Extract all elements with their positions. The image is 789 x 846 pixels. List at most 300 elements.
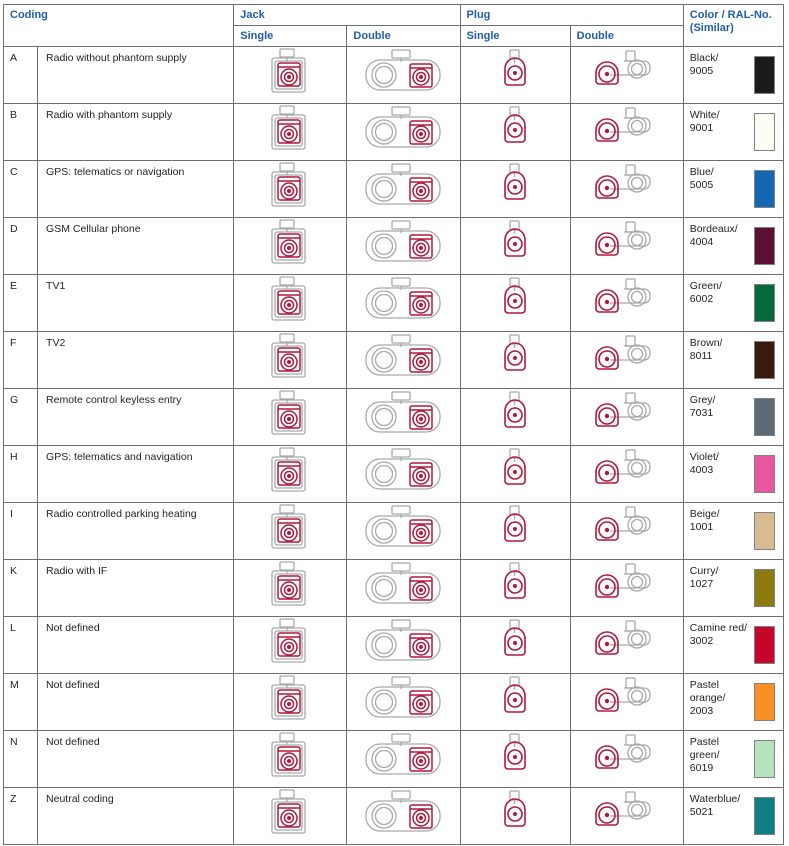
header-jack-single-label: Single xyxy=(240,29,274,42)
cell-code xyxy=(4,730,38,787)
cell-jack-single xyxy=(234,388,347,445)
header-jack-double xyxy=(347,25,460,46)
cell-color xyxy=(683,331,783,388)
color-name: White/ xyxy=(689,108,720,121)
ral-number: 2003 xyxy=(689,704,714,717)
cell-plug-double xyxy=(570,331,683,388)
cell-plug-single xyxy=(460,160,570,217)
header-jack-single xyxy=(234,25,347,46)
coding-letter: G xyxy=(10,393,19,406)
color-wrap xyxy=(684,332,783,388)
jack-single-icon xyxy=(267,389,313,439)
cell-code xyxy=(4,46,38,103)
cell-description xyxy=(38,217,234,274)
cell-color xyxy=(683,274,783,331)
color-swatch xyxy=(754,683,775,721)
cell-plug-double xyxy=(570,616,683,673)
swatch-holder xyxy=(749,161,783,217)
cell-plug-double xyxy=(570,274,683,331)
cell-code xyxy=(4,103,38,160)
jack-single-icon xyxy=(267,47,313,97)
cell-plug-single xyxy=(460,388,570,445)
cell-jack-single xyxy=(234,445,347,502)
cell-code xyxy=(4,787,38,844)
plug-double-icon xyxy=(590,560,664,610)
coding-description: Not defined xyxy=(46,621,100,634)
swatch-holder xyxy=(749,275,783,331)
color-label xyxy=(684,503,749,559)
cell-color xyxy=(683,103,783,160)
color-wrap xyxy=(684,218,783,274)
cell-plug-double xyxy=(570,103,683,160)
color-wrap xyxy=(684,674,783,730)
ral-number: 9005 xyxy=(689,64,714,77)
jack-double-icon xyxy=(362,617,444,667)
jack-single-icon xyxy=(267,161,313,211)
table-row xyxy=(4,217,784,274)
cell-jack-double xyxy=(347,787,460,844)
cell-jack-single xyxy=(234,673,347,730)
cell-plug-single xyxy=(460,331,570,388)
plug-double-icon xyxy=(590,503,664,553)
table-row xyxy=(4,46,784,103)
header-coding xyxy=(4,5,234,47)
color-name: Violet/ xyxy=(689,450,719,463)
coding-description: Radio with phantom supply xyxy=(46,108,173,121)
plug-single-icon xyxy=(498,104,532,154)
cell-jack-single xyxy=(234,160,347,217)
table-row xyxy=(4,730,784,787)
jack-double-icon xyxy=(362,560,444,610)
cell-description xyxy=(38,730,234,787)
table-row xyxy=(4,787,784,844)
cell-color xyxy=(683,559,783,616)
color-name: Pastel orange/ xyxy=(689,678,726,704)
color-name: Waterblue/ xyxy=(689,792,741,805)
plug-double-icon xyxy=(590,47,664,97)
plug-double-icon xyxy=(590,446,664,496)
cell-description xyxy=(38,559,234,616)
cell-jack-single xyxy=(234,787,347,844)
cell-plug-double xyxy=(570,787,683,844)
cell-code xyxy=(4,331,38,388)
header-jack-label: Jack xyxy=(240,9,265,21)
jack-double-icon xyxy=(362,389,444,439)
cell-plug-double xyxy=(570,388,683,445)
table-row xyxy=(4,103,784,160)
cell-plug-single xyxy=(460,502,570,559)
color-label xyxy=(684,674,749,730)
color-name: Blue/ xyxy=(689,165,714,178)
cell-color xyxy=(683,160,783,217)
cell-plug-double xyxy=(570,730,683,787)
color-wrap xyxy=(684,161,783,217)
cell-description xyxy=(38,787,234,844)
cell-code xyxy=(4,502,38,559)
cell-description xyxy=(38,46,234,103)
cell-code xyxy=(4,559,38,616)
header-plug xyxy=(460,5,683,26)
color-swatch xyxy=(754,227,775,265)
color-wrap xyxy=(684,617,783,673)
coding-letter: F xyxy=(10,336,17,349)
swatch-holder xyxy=(749,503,783,559)
plug-single-icon xyxy=(498,674,532,724)
jack-single-icon xyxy=(267,788,313,838)
header-plug-double-label: Double xyxy=(576,29,614,42)
cell-description xyxy=(38,103,234,160)
plug-single-icon xyxy=(498,788,532,838)
jack-double-icon xyxy=(362,47,444,97)
cell-description xyxy=(38,616,234,673)
cell-code xyxy=(4,274,38,331)
ral-number: 7031 xyxy=(689,406,714,419)
cell-jack-single xyxy=(234,502,347,559)
ral-number: 5005 xyxy=(689,178,714,191)
header-jack-double-label: Double xyxy=(353,29,391,42)
color-label xyxy=(684,275,749,331)
coding-description: Not defined xyxy=(46,735,100,748)
coding-description: Radio without phantom supply xyxy=(46,51,187,64)
swatch-holder xyxy=(749,617,783,673)
color-label xyxy=(684,47,749,103)
cell-plug-single xyxy=(460,445,570,502)
swatch-holder xyxy=(749,332,783,388)
ral-number: 6019 xyxy=(689,761,714,774)
plug-double-icon xyxy=(590,617,664,667)
cell-color xyxy=(683,730,783,787)
cell-color xyxy=(683,46,783,103)
color-wrap xyxy=(684,47,783,103)
coding-description: Radio with IF xyxy=(46,564,108,577)
color-wrap xyxy=(684,731,783,787)
color-label xyxy=(684,446,749,502)
table-row xyxy=(4,160,784,217)
swatch-holder xyxy=(749,218,783,274)
header-row-top xyxy=(4,5,784,26)
cell-plug-double xyxy=(570,445,683,502)
plug-single-icon xyxy=(498,389,532,439)
plug-single-icon xyxy=(498,446,532,496)
cell-jack-double xyxy=(347,502,460,559)
color-swatch xyxy=(754,626,775,664)
cell-plug-single xyxy=(460,46,570,103)
color-label xyxy=(684,218,749,274)
color-name: Curry/ xyxy=(689,564,719,577)
cell-jack-double xyxy=(347,331,460,388)
jack-double-icon xyxy=(362,104,444,154)
table-row xyxy=(4,331,784,388)
fakra-coding-table xyxy=(3,4,784,845)
cell-jack-single xyxy=(234,616,347,673)
color-name: Beige/ xyxy=(689,507,720,520)
cell-code xyxy=(4,160,38,217)
coding-description: Neutral coding xyxy=(46,792,114,805)
ral-number: 5021 xyxy=(689,805,714,818)
color-name: Green/ xyxy=(689,279,722,292)
ral-number: 1027 xyxy=(689,577,714,590)
header-color-line2: (Similar) xyxy=(689,21,734,34)
jack-single-icon xyxy=(267,560,313,610)
cell-jack-double xyxy=(347,616,460,673)
coding-description: Radio controlled parking heating xyxy=(46,507,197,520)
color-swatch xyxy=(754,455,775,493)
table-body xyxy=(4,46,784,844)
cell-description xyxy=(38,673,234,730)
plug-double-icon xyxy=(590,161,664,211)
cell-plug-double xyxy=(570,502,683,559)
ral-number: 4003 xyxy=(689,463,714,476)
jack-single-icon xyxy=(267,332,313,382)
jack-single-icon xyxy=(267,674,313,724)
color-label xyxy=(684,161,749,217)
header-plug-double xyxy=(570,25,683,46)
jack-single-icon xyxy=(267,218,313,268)
coding-letter: A xyxy=(10,51,18,64)
jack-single-icon xyxy=(267,617,313,667)
header-color xyxy=(683,5,783,47)
coding-letter: N xyxy=(10,735,18,748)
jack-double-icon xyxy=(362,161,444,211)
color-wrap xyxy=(684,104,783,160)
color-label xyxy=(684,104,749,160)
table-row xyxy=(4,616,784,673)
color-name: Brown/ xyxy=(689,336,723,349)
cell-description xyxy=(38,331,234,388)
header-coding-label: Coding xyxy=(10,9,48,21)
cell-jack-double xyxy=(347,388,460,445)
jack-double-icon xyxy=(362,446,444,496)
color-wrap xyxy=(684,389,783,445)
color-name: Camine red/ xyxy=(689,621,747,634)
jack-single-icon xyxy=(267,731,313,781)
cell-plug-single xyxy=(460,103,570,160)
color-swatch xyxy=(754,56,775,94)
color-swatch xyxy=(754,740,775,778)
cell-color xyxy=(683,445,783,502)
cell-plug-double xyxy=(570,46,683,103)
plug-single-icon xyxy=(498,275,532,325)
color-swatch xyxy=(754,569,775,607)
swatch-holder xyxy=(749,47,783,103)
cell-plug-single xyxy=(460,730,570,787)
plug-single-icon xyxy=(498,332,532,382)
swatch-holder xyxy=(749,389,783,445)
table-row xyxy=(4,502,784,559)
coding-letter: B xyxy=(10,108,18,121)
cell-jack-single xyxy=(234,730,347,787)
jack-double-icon xyxy=(362,332,444,382)
jack-double-icon xyxy=(362,674,444,724)
cell-jack-single xyxy=(234,331,347,388)
color-swatch xyxy=(754,797,775,835)
plug-double-icon xyxy=(590,332,664,382)
plug-single-icon xyxy=(498,731,532,781)
color-wrap xyxy=(684,275,783,331)
cell-jack-single xyxy=(234,46,347,103)
plug-double-icon xyxy=(590,731,664,781)
header-plug-single xyxy=(460,25,570,46)
cell-plug-single xyxy=(460,673,570,730)
color-name: Pastel green/ xyxy=(689,735,720,761)
ral-number: 8011 xyxy=(689,349,713,362)
color-swatch xyxy=(754,512,775,550)
color-swatch xyxy=(754,341,775,379)
color-wrap xyxy=(684,560,783,616)
cell-jack-single xyxy=(234,559,347,616)
coding-description: TV2 xyxy=(46,336,66,349)
cell-jack-double xyxy=(347,46,460,103)
cell-plug-single xyxy=(460,616,570,673)
cell-jack-double xyxy=(347,673,460,730)
cell-color xyxy=(683,673,783,730)
plug-double-icon xyxy=(590,218,664,268)
coding-description: TV1 xyxy=(46,279,66,292)
jack-single-icon xyxy=(267,446,313,496)
cell-color xyxy=(683,616,783,673)
cell-plug-single xyxy=(460,274,570,331)
cell-code xyxy=(4,217,38,274)
swatch-holder xyxy=(749,788,783,844)
coding-letter: K xyxy=(10,564,18,577)
cell-plug-double xyxy=(570,559,683,616)
cell-code xyxy=(4,673,38,730)
table-row xyxy=(4,559,784,616)
plug-single-icon xyxy=(498,218,532,268)
swatch-holder xyxy=(749,104,783,160)
swatch-holder xyxy=(749,731,783,787)
color-name: Black/ xyxy=(689,51,719,64)
color-wrap xyxy=(684,788,783,844)
table-row xyxy=(4,388,784,445)
header-plug-label: Plug xyxy=(466,9,491,21)
jack-double-icon xyxy=(362,731,444,781)
plug-double-icon xyxy=(590,275,664,325)
cell-jack-double xyxy=(347,274,460,331)
jack-double-icon xyxy=(362,788,444,838)
color-swatch xyxy=(754,398,775,436)
cell-jack-double xyxy=(347,217,460,274)
ral-number: 3002 xyxy=(689,634,714,647)
table-row xyxy=(4,673,784,730)
coding-letter: E xyxy=(10,279,18,292)
plug-single-icon xyxy=(498,47,532,97)
plug-single-icon xyxy=(498,503,532,553)
cell-code xyxy=(4,616,38,673)
color-swatch xyxy=(754,170,775,208)
coding-description: GPS: telematics and navigation xyxy=(46,450,193,463)
coding-letter: C xyxy=(10,165,18,178)
plug-double-icon xyxy=(590,788,664,838)
plug-double-icon xyxy=(590,104,664,154)
cell-plug-double xyxy=(570,160,683,217)
cell-plug-single xyxy=(460,217,570,274)
header-jack xyxy=(234,5,460,26)
coding-description: Not defined xyxy=(46,678,100,691)
coding-letter: M xyxy=(10,678,19,691)
color-label xyxy=(684,731,749,787)
coding-letter: L xyxy=(10,621,16,634)
color-wrap xyxy=(684,503,783,559)
swatch-holder xyxy=(749,560,783,616)
color-name: Grey/ xyxy=(689,393,716,406)
cell-plug-single xyxy=(460,787,570,844)
plug-single-icon xyxy=(498,161,532,211)
cell-plug-double xyxy=(570,673,683,730)
plug-single-icon xyxy=(498,617,532,667)
header-plug-single-label: Single xyxy=(466,29,500,42)
swatch-holder xyxy=(749,674,783,730)
color-label xyxy=(684,560,749,616)
cell-description xyxy=(38,502,234,559)
jack-double-icon xyxy=(362,218,444,268)
swatch-holder xyxy=(749,446,783,502)
cell-description xyxy=(38,274,234,331)
coding-description: GPS: telematics or navigation xyxy=(46,165,185,178)
ral-number: 6002 xyxy=(689,292,714,305)
jack-double-icon xyxy=(362,503,444,553)
coding-letter: H xyxy=(10,450,18,463)
cell-description xyxy=(38,160,234,217)
color-label xyxy=(684,617,749,673)
cell-color xyxy=(683,502,783,559)
cell-description xyxy=(38,445,234,502)
cell-code xyxy=(4,445,38,502)
cell-code xyxy=(4,388,38,445)
coding-description: GSM Cellular phone xyxy=(46,222,141,235)
color-label xyxy=(684,389,749,445)
coding-description: Remote control keyless entry xyxy=(46,393,182,406)
jack-single-icon xyxy=(267,104,313,154)
jack-single-icon xyxy=(267,503,313,553)
cell-color xyxy=(683,787,783,844)
cell-jack-double xyxy=(347,559,460,616)
color-swatch xyxy=(754,284,775,322)
color-label xyxy=(684,332,749,388)
color-name: Bordeaux/ xyxy=(689,222,738,235)
cell-jack-double xyxy=(347,103,460,160)
cell-plug-single xyxy=(460,559,570,616)
cell-jack-double xyxy=(347,730,460,787)
cell-color xyxy=(683,217,783,274)
table-row xyxy=(4,274,784,331)
cell-jack-double xyxy=(347,160,460,217)
cell-description xyxy=(38,388,234,445)
ral-number: 4004 xyxy=(689,235,714,248)
plug-double-icon xyxy=(590,674,664,724)
plug-single-icon xyxy=(498,560,532,610)
coding-letter: I xyxy=(10,507,13,520)
cell-jack-single xyxy=(234,274,347,331)
ral-number: 1001 xyxy=(689,520,714,533)
color-label xyxy=(684,788,749,844)
header-color-line1: Color / RAL-No. xyxy=(689,9,772,21)
cell-jack-single xyxy=(234,103,347,160)
jack-single-icon xyxy=(267,275,313,325)
coding-letter: Z xyxy=(10,792,17,805)
cell-plug-double xyxy=(570,217,683,274)
table-row xyxy=(4,445,784,502)
header-color-label xyxy=(684,5,783,38)
color-wrap xyxy=(684,446,783,502)
cell-color xyxy=(683,388,783,445)
cell-jack-double xyxy=(347,445,460,502)
color-swatch xyxy=(754,113,775,151)
cell-jack-single xyxy=(234,217,347,274)
ral-number: 9001 xyxy=(689,121,714,134)
coding-letter: D xyxy=(10,222,18,235)
table-header xyxy=(4,5,784,47)
